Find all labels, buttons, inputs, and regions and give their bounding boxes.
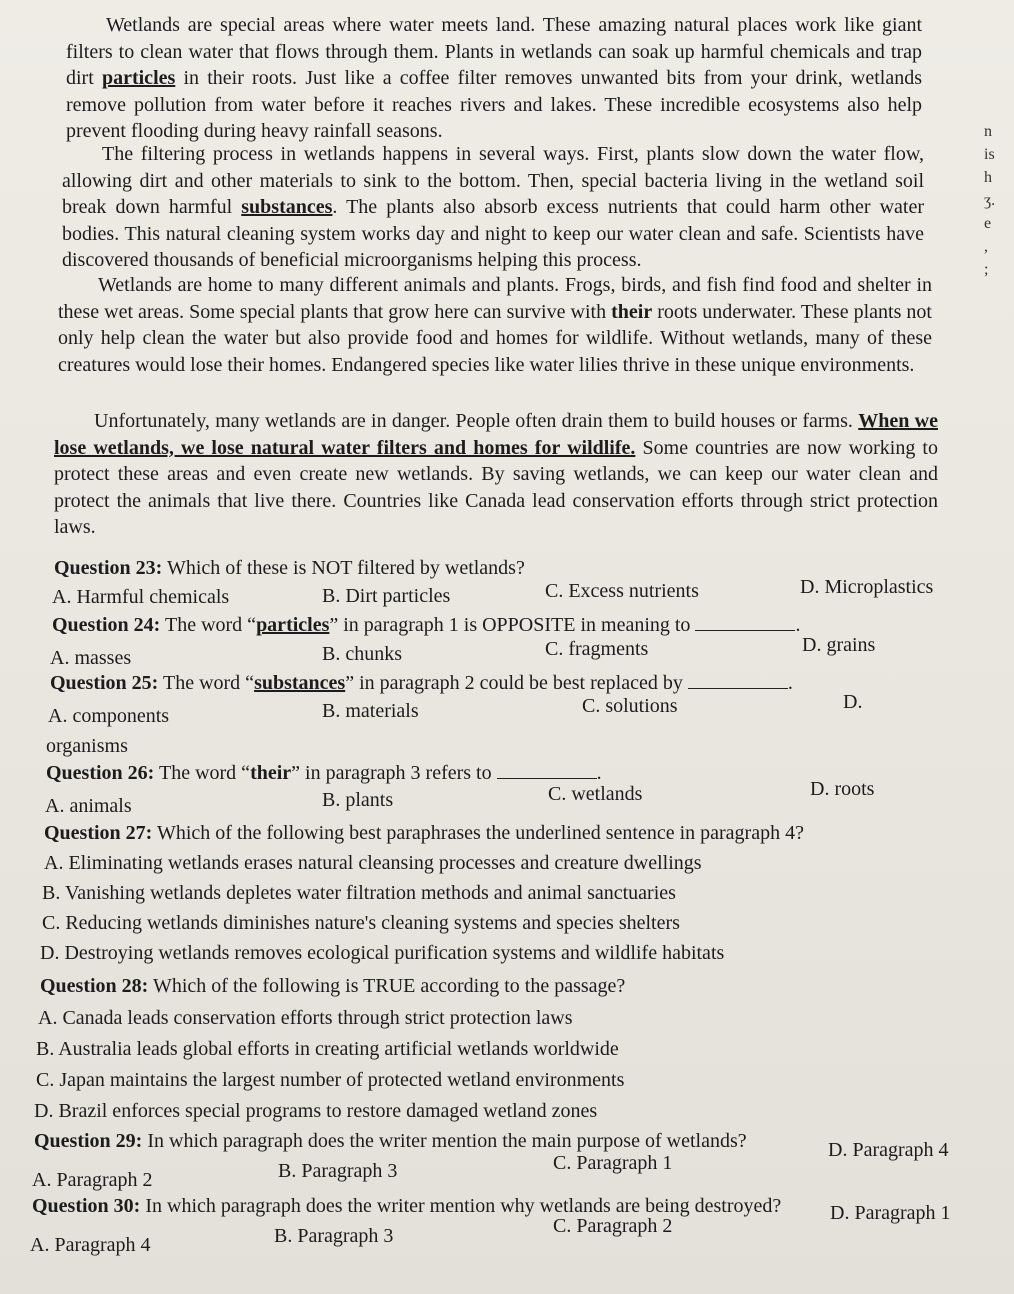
q24-option-b[interactable]: B. chunks [322, 643, 402, 665]
margin-letter: n [984, 123, 992, 140]
q29-option-a[interactable]: A. Paragraph 2 [32, 1169, 153, 1191]
question-25: Question 25: The word “substances” in paragraph 2 could be best replaced by . [50, 672, 793, 694]
q28-option-d[interactable]: D. Brazil enforces special programs to restore damaged wetland zones [34, 1100, 598, 1122]
q23-option-a[interactable]: A. Harmful chemicals [52, 586, 230, 608]
q27-option-a[interactable]: A. Eliminating wetlands erases natural cleansing processes and creature dwellings [44, 852, 702, 874]
question-24: Question 24: The word “particles” in paragraph 1 is OPPOSITE in meaning to . [52, 614, 801, 636]
q29-option-b[interactable]: B. Paragraph 3 [278, 1160, 398, 1182]
q26-option-a[interactable]: A. animals [45, 795, 132, 817]
q26-option-d[interactable]: D. roots [810, 778, 875, 800]
margin-letter: ʒ. [984, 192, 996, 209]
answer-blank[interactable] [695, 612, 795, 631]
q25-option-a[interactable]: A. components [48, 705, 170, 727]
q27-option-c[interactable]: C. Reducing wetlands diminishes nature's cleaning systems and species shelters [42, 912, 680, 934]
question-27: Question 27: Which of the following best paraphrases the underlined sentence in paragraph 4? [44, 822, 804, 844]
q30-option-d[interactable]: D. Paragraph 1 [830, 1202, 951, 1224]
margin-letter: , [984, 238, 988, 255]
q29-option-d[interactable]: D. Paragraph 4 [828, 1139, 949, 1161]
answer-blank[interactable] [688, 670, 788, 689]
margin-letter: is [984, 146, 995, 163]
q24-option-c[interactable]: C. fragments [545, 638, 649, 660]
q25-option-b[interactable]: B. materials [322, 700, 419, 722]
paragraph-4: Unfortunately, many wetlands are in danger. People often drain them to build houses or farms. When we lose wetlands, we lose natural water filters and homes for wildlife. Some countries are now working to protect these areas and even create new wetlands. By saving wetlands, we can keep our water clean and protect the animals that live there. Countries like Canada lead conservation efforts through strict protection laws. [54, 410, 938, 538]
question-23: Question 23: Which of these is NOT filtered by wetlands? [54, 557, 525, 579]
q26-option-c[interactable]: C. wetlands [548, 783, 643, 805]
paragraph-2: The filtering process in wetlands happens in several ways. First, plants slow down the water flow, allowing dirt and other materials to sink to the bottom. Then, special bacteria living in the wetland soil break down harmful substances. The plants also absorb excess nutrients that could harm other water bodies. This natural cleaning system works day and night to keep our water clean and safe. Scientists have discovered thousands of beneficial microorganisms helping this process. [62, 143, 924, 271]
keyword-their: their [611, 300, 653, 323]
q26-option-b[interactable]: B. plants [322, 789, 394, 811]
keyword-substances: substances [241, 196, 333, 218]
q24-option-a[interactable]: A. masses [50, 647, 132, 669]
q24-option-d[interactable]: D. grains [802, 634, 876, 656]
answer-blank[interactable] [497, 760, 597, 779]
margin-fragments [984, 120, 1014, 280]
q27-option-d[interactable]: D. Destroying wetlands removes ecological purification systems and wildlife habitats [40, 942, 725, 964]
q23-option-d[interactable]: D. Microplastics [800, 576, 934, 598]
q30-option-c[interactable]: C. Paragraph 2 [553, 1215, 673, 1237]
q29-option-c[interactable]: C. Paragraph 1 [553, 1152, 673, 1174]
keyword-particles: particles [101, 67, 176, 89]
q23-option-c[interactable]: C. Excess nutrients [545, 580, 699, 602]
question-26: Question 26: The word “their” in paragraph 3 refers to . [46, 762, 602, 784]
q28-option-b[interactable]: B. Australia leads global efforts in creating artificial wetlands worldwide [36, 1038, 619, 1060]
paragraph-3: Wetlands are home to many different animals and plants. Frogs, birds, and fish find food and shelter in these wet areas. Some special plants that grow here can survive with their roots underwater. These plants not only help clean the water but also provide food and homes for wildlife. Without wetlands, many of these creatures would lose their homes. Endangered species like water lilies thrive in these unique environments. [58, 274, 932, 376]
margin-letter: e [984, 215, 992, 232]
q25-option-d-continued: organisms [46, 735, 128, 757]
q28-option-a[interactable]: A. Canada leads conservation efforts through strict protection laws [38, 1007, 573, 1029]
margin-letter: ; [984, 261, 989, 278]
paragraph-1: Wetlands are special areas where water meets land. These amazing natural places work like giant filters to clean water that flows through them. Plants in wetlands can soak up harmful chemicals and trap dirt particles in their roots. Just like a coffee filter removes unwanted bits from your drink, wetlands remove pollution from water before it reaches rivers and lakes. These incredible ecosystems also help prevent flooding during heavy rainfall seasons. [66, 14, 922, 142]
question-30: Question 30: In which paragraph does the writer mention why wetlands are being destroyed? [32, 1195, 782, 1217]
question-28: Question 28: Which of the following is TRUE according to the passage? [40, 975, 626, 997]
question-29: Question 29: In which paragraph does the writer mention the main purpose of wetlands? [34, 1130, 747, 1152]
q27-option-b[interactable]: B. Vanishing wetlands depletes water filtration methods and animal sanctuaries [42, 882, 676, 904]
margin-letter: h [984, 169, 992, 186]
q23-option-b[interactable]: B. Dirt particles [322, 585, 451, 607]
q28-option-c[interactable]: C. Japan maintains the largest number of protected wetland environments [36, 1069, 625, 1091]
q30-option-a[interactable]: A. Paragraph 4 [30, 1234, 151, 1256]
q30-option-b[interactable]: B. Paragraph 3 [274, 1225, 394, 1247]
q25-option-d[interactable]: D. [843, 691, 863, 713]
underlined-sentence: When we lose wetlands, we lose natural water filters and homes for wildlife. [54, 410, 938, 459]
q25-option-c[interactable]: C. solutions [582, 695, 678, 717]
